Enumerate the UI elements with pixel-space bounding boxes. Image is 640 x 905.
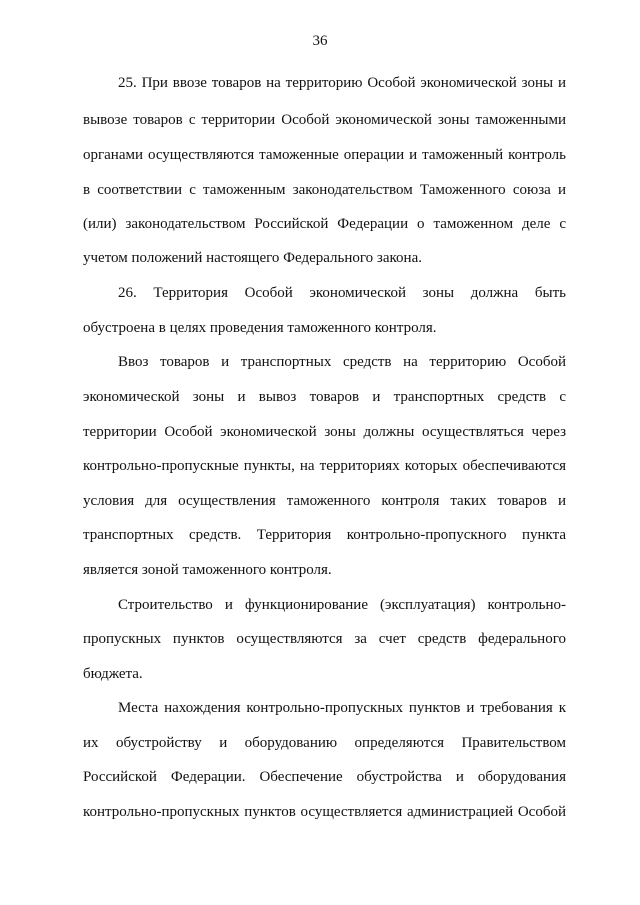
- text-line: территории Особой экономической зоны должны осуществляться через: [83, 424, 566, 440]
- text-line: экономической зоны и вывоз товаров и транспортных средств с: [83, 389, 566, 405]
- text-line: транспортных средств. Территория контрольно-пропускного пункта: [83, 527, 566, 543]
- text-line: Строительство и функционирование (эксплуатация) контрольно-: [118, 597, 566, 613]
- text-line: Места нахождения контрольно-пропускных пунктов и требования к: [118, 700, 566, 716]
- text-line: бюджета.: [83, 666, 143, 682]
- text-line: Российской Федерации. Обеспечение обустройства и оборудования: [83, 769, 566, 785]
- text-line: 25. При ввозе товаров на территорию Особой экономической зоны и: [118, 75, 566, 91]
- text-line: обустроена в целях проведения таможенного контроля.: [83, 320, 437, 336]
- text-line: контрольно-пропускные пункты, на территориях которых обеспечиваются: [83, 458, 566, 474]
- text-line: (или) законодательством Российской Федерации о таможенном деле с: [83, 216, 566, 232]
- text-line: учетом положений настоящего Федерального закона.: [83, 250, 422, 266]
- text-line: в соответствии с таможенным законодательством Таможенного союза и: [83, 182, 566, 198]
- text-line: Ввоз товаров и транспортных средств на территорию Особой: [118, 354, 566, 370]
- text-line: является зоной таможенного контроля.: [83, 562, 332, 578]
- text-line: их обустройству и оборудованию определяются Правительством: [83, 735, 566, 751]
- text-line: 26. Территория Особой экономической зоны должна быть: [118, 285, 566, 301]
- text-line: органами осуществляются таможенные операции и таможенный контроль: [83, 147, 566, 163]
- text-line: контрольно-пропускных пунктов осуществляется администрацией Особой: [83, 804, 566, 820]
- text-line: условия для осуществления таможенного контроля таких товаров и: [83, 493, 566, 509]
- text-line: пропускных пунктов осуществляются за счет средств федерального: [83, 631, 566, 647]
- text-line: вывозе товаров с территории Особой экономической зоны таможенными: [83, 112, 566, 128]
- page-number: 36: [312, 33, 328, 49]
